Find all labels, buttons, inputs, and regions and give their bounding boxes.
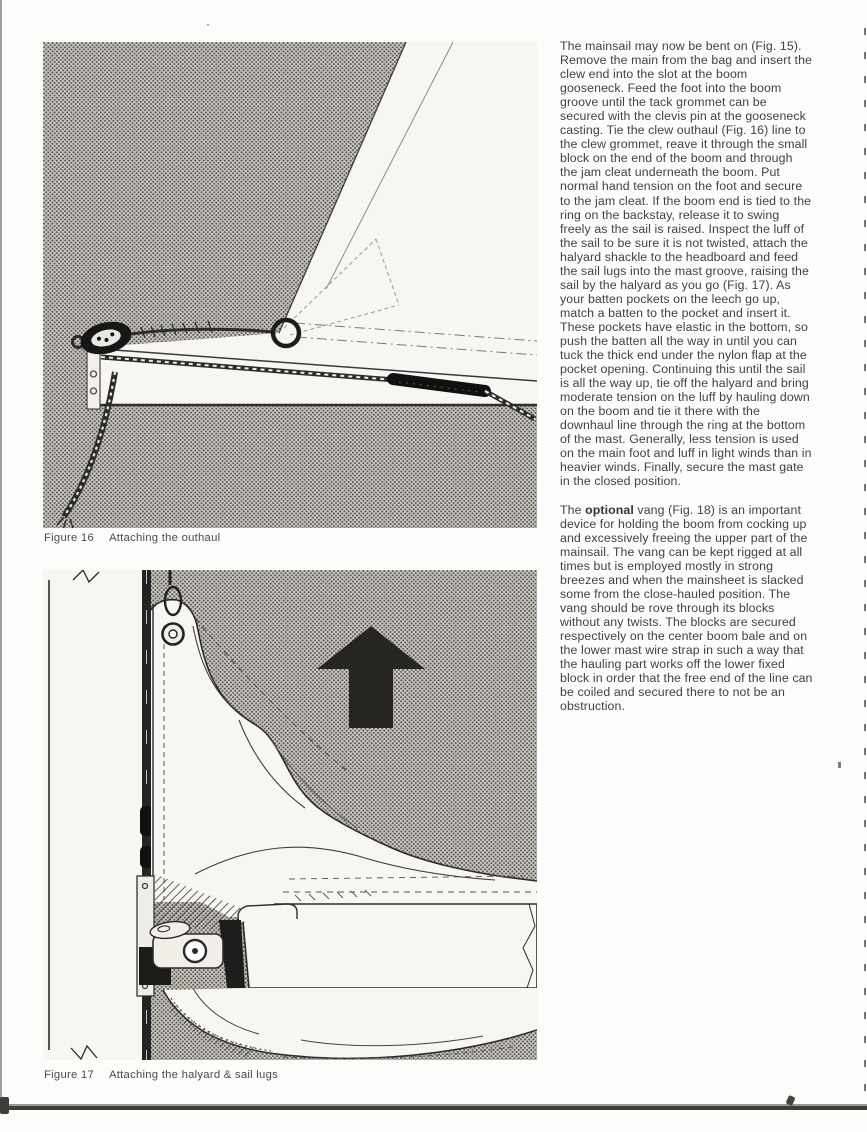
- scan-corner-blob: [0, 1097, 9, 1114]
- figure-16-caption: [44, 532, 220, 544]
- figure-16: [43, 42, 537, 528]
- boom-groove-lip: [238, 904, 297, 922]
- scan-edge-left: [0, 0, 2, 1110]
- page-bottom-edge: [0, 1106, 867, 1110]
- figure-16-illustration: [43, 42, 537, 528]
- figure-16-caption-text: Attaching the outhaul: [108, 532, 221, 544]
- figure-17-caption: [44, 1069, 278, 1081]
- scan-speck: [838, 762, 841, 768]
- figure-16-label: Figure 16: [44, 532, 94, 544]
- vang-paragraph-rest: vang (Fig. 18) is an important device for holding the boom from cocking up and excessively freeing the upper part of the mainsail. The vang can be kept rigged at all times but is employed mostly in strong breezes and when the mainsheet is slacked some from the close-hauled position. The vang should be rove through its blocks without any twists. The blocks are secured respectively on the center boom bale and on the lower mast wire strap in such a way that the hauling part works off the lower fixed block in order that the free end of the line can be coiled and secured there to not be an obstruction.: [560, 502, 813, 714]
- boom-end-cap: [87, 349, 100, 409]
- figure-17-caption-text: Attaching the halyard & sail lugs: [108, 1069, 278, 1081]
- vang-paragraph-lead: The: [560, 502, 586, 517]
- scan-speck: [207, 24, 209, 26]
- figure-17-illustration: [43, 570, 537, 1060]
- figure-17: [43, 570, 537, 1060]
- vang-paragraph-bold-word: optional: [585, 502, 634, 517]
- body-text-column: [560, 39, 813, 713]
- figure-17-label: Figure 17: [44, 1069, 94, 1081]
- paragraph-bending-on-mainsail: The mainsail may now be bent on (Fig. 15). Remove the main from the bag and insert the clew end into the slot at the boom gooseneck. Feed the foot into the boom groove until the tack grommet can be secured with the clevis pin at the gooseneck casting. Tie the clew outhaul (Fig. 16) line to the clew grommet, reave it through the small block on the end of the boom and through the jam cleat underneath the boom. Put normal hand tension on the foot and secure to the jam cleat. If the boom end is tied to the ring on the backstay, release it to swing freely as the sail is raised. Inspect the luff of the sail to be sure it is not twisted, attach the halyard shackle to the headboard and feed the sail lugs into the mast groove, raising the sail by the halyard as you go (Fig. 17). As your batten pockets on the leech go up, match a batten to the pocket and insert it. These pockets have elastic in the bottom, so push the batten all the way in until you can tuck the thick end under the nylon flap at the pocket opening. Continuing this until the sail is all the way up, tie off the halyard and bring moderate tension on the luff by hauling down on the boom and tie it there with the downhaul line through the ring at the bottom of the mast. Generally, less tension is used on the main foot and luff in light winds than in heavier winds. Finally, secure the mast gate in the closed position.: [560, 39, 812, 489]
- paragraph-optional-vang: [560, 503, 813, 714]
- scan-edge-right: [864, 28, 866, 1106]
